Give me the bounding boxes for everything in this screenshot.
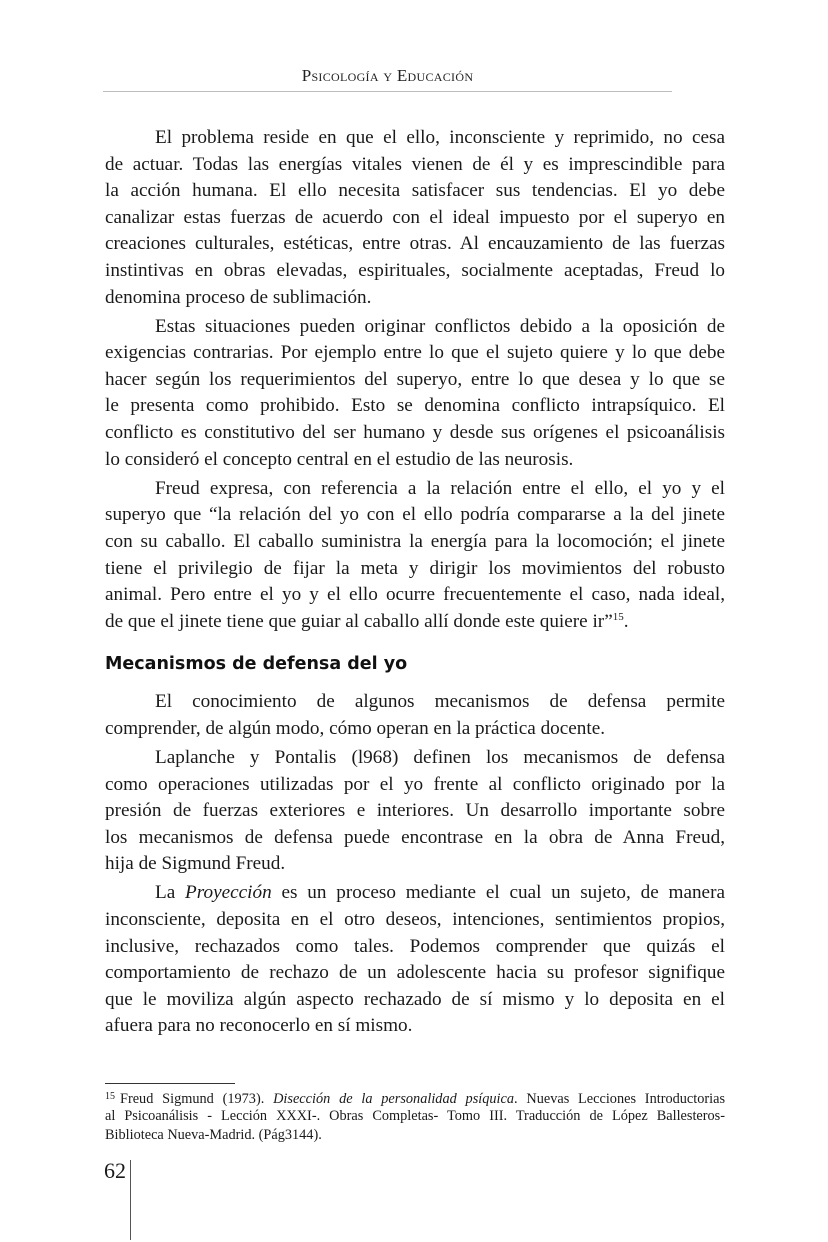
- footnote-text: Freud Sigmund (1973).: [120, 1091, 274, 1107]
- paragraph: [105, 880, 725, 1040]
- page-number-rule: [130, 1160, 131, 1240]
- text-line: El conocimiento de algunos mecanismos de defensa permite: [155, 691, 725, 713]
- emphasis: Proyección: [185, 882, 272, 904]
- paragraph: [105, 314, 725, 474]
- footnote-reference: 15: [612, 610, 624, 623]
- paragraph: [105, 125, 725, 311]
- text-line: exigencias contrarias. Por ejemplo entre lo que el sujeto quiere y lo que debe: [105, 342, 725, 364]
- text-line: denomina proceso de sublimación.: [105, 286, 372, 308]
- text-line: hija de Sigmund Freud.: [105, 853, 286, 875]
- text-line: [105, 609, 725, 636]
- text-line: inconsciente, deposita en el otro deseos, intenciones, sentimientos propios,: [105, 909, 725, 931]
- text-segment: de que el jinete tiene que guiar al caballo allí donde este quiere ir”: [105, 610, 613, 632]
- footnote-text: . Nuevas Lecciones Introductorias: [514, 1091, 726, 1107]
- text-line: comprender, de algún modo, cómo operan en la práctica docente.: [105, 717, 606, 739]
- text-line: comportamiento de rechazo de un adolescente hacia su profesor signifique: [105, 962, 725, 984]
- running-header: Psicología y Educación: [301, 66, 474, 85]
- text-line: creaciones culturales, estéticas, entre otras. Al encauzamiento de las fuerzas: [105, 233, 725, 255]
- text-line: Laplanche y Pontalis (l968) definen los mecanismos de defensa: [155, 746, 725, 768]
- text-line: hacer según los requerimientos del superyo, entre lo que desea y lo que se: [105, 368, 725, 390]
- footnote-line: Biblioteca Nueva-Madrid. (Pág3144).: [105, 1127, 322, 1143]
- text-line: animal. Pero entre el yo y el ello ocurre frecuentemente el caso, nada ideal,: [105, 584, 725, 606]
- text-line: tiene el privilegio de fijar la meta y dirigir los movimientos del robusto: [105, 557, 725, 579]
- footnote-title: Disección de la personalidad psíquica: [273, 1091, 514, 1107]
- footnote-number: 15: [105, 1091, 115, 1102]
- header-divider: [103, 91, 672, 92]
- text-line: con su caballo. El caballo suministra la energía para la locomoción; el jinete: [105, 530, 725, 552]
- text-line: presión de fuerzas exteriores e interiores. Un desarrollo importante sobre: [105, 800, 725, 822]
- text-line: superyo que “la relación del yo con el ello podría compararse a la del jinete: [105, 504, 725, 526]
- paragraph: [105, 689, 725, 742]
- body-text: [105, 125, 725, 1043]
- text-line: [105, 880, 725, 907]
- paragraph: [105, 476, 725, 636]
- footnote-line: al Psicoanálisis - Lección XXXI-. Obras Completas- Tomo III. Traducción de López Ballesteros-: [105, 1107, 725, 1124]
- text-line: El problema reside en que el ello, inconsciente y reprimido, no cesa: [155, 127, 725, 148]
- text-line: que le moviliza algún aspecto rechazado de sí mismo y lo deposita en el: [105, 988, 725, 1010]
- text-line: conflicto es constitutivo del ser humano y desde sus orígenes el psicoanálisis: [105, 422, 725, 444]
- section-heading: Mecanismos de defensa del yo: [105, 654, 408, 675]
- text-line: los mecanismos de defensa puede encontrase en la obra de Anna Freud,: [105, 826, 725, 848]
- paragraph: [105, 745, 725, 878]
- footnote: [105, 1087, 725, 1146]
- text-line: le presenta como prohibido. Esto se denomina conflicto intrapsíquico. El: [105, 395, 725, 417]
- text-segment: La: [155, 882, 186, 904]
- paragraph-group: [105, 125, 725, 635]
- text-segment: es un proceso mediante el cual un sujeto, de manera: [271, 882, 725, 904]
- page-number: 62: [104, 1158, 126, 1183]
- footnote-divider: [105, 1083, 235, 1084]
- text-line: afuera para no reconocerlo en sí mismo.: [105, 1015, 413, 1037]
- text-line: lo consideró el concepto central en el estudio de las neurosis.: [105, 448, 574, 470]
- text-line: Freud expresa, con referencia a la relación entre el ello, el yo y el: [155, 477, 725, 499]
- text-segment: .: [623, 610, 629, 632]
- text-line: la acción humana. El ello necesita satisfacer sus tendencias. El yo debe: [105, 180, 725, 202]
- text-line: como operaciones utilizadas por el yo frente al conflicto originado por la: [105, 773, 725, 795]
- footnote-line: [105, 1087, 725, 1107]
- text-line: Estas situaciones pueden originar conflictos debido a la oposición de: [155, 315, 725, 337]
- text-line: de actuar. Todas las energías vitales vienen de él y es imprescindible para: [105, 153, 725, 175]
- text-line: inclusive, rechazados como tales. Podemos comprender que quizás el: [105, 935, 725, 957]
- text-line: canalizar estas fuerzas de acuerdo con el ideal impuesto por el superyo en: [105, 206, 725, 228]
- paragraph-group: [105, 689, 725, 1040]
- text-line: instintivas en obras elevadas, espirituales, socialmente aceptadas, Freud lo: [105, 259, 725, 281]
